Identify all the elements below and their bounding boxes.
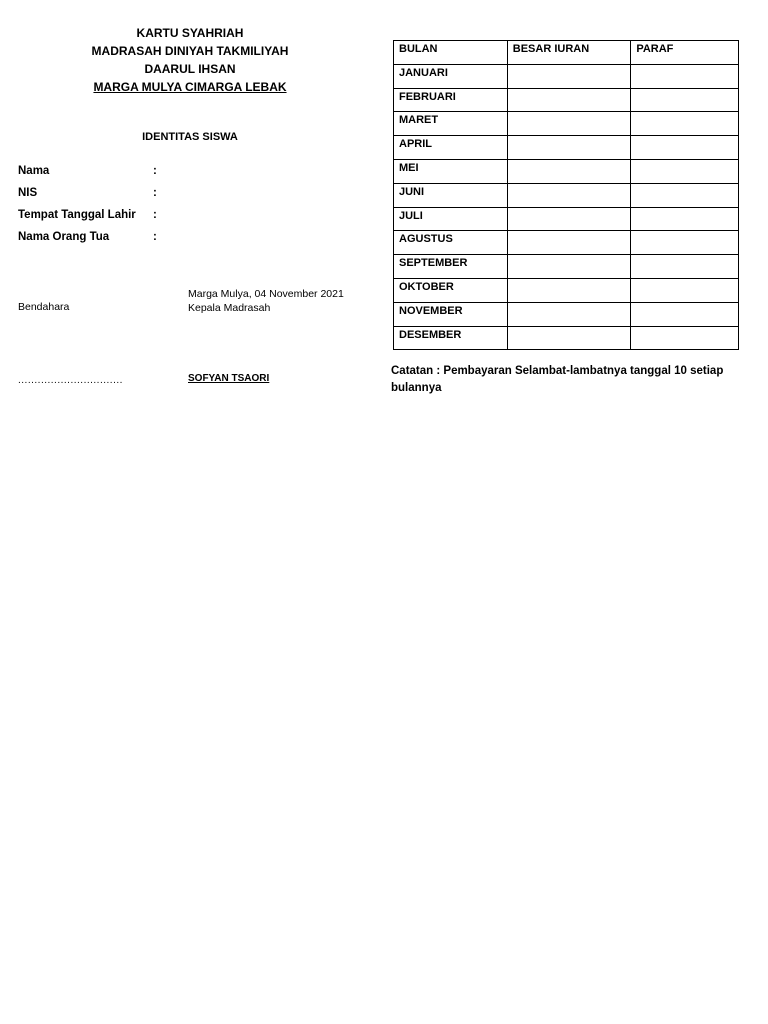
- table-row: [394, 255, 739, 279]
- month-cell: JANUARI: [394, 64, 508, 88]
- month-cell: NOVEMBER: [394, 302, 508, 326]
- signature-cell: [631, 88, 739, 112]
- field-nama: [18, 165, 157, 177]
- amount-cell: [507, 136, 631, 160]
- payment-note: Catatan : Pembayaran Selambat-lambatnya tanggal 10 setiap bulannya: [391, 365, 724, 394]
- month-cell: DESEMBER: [394, 326, 508, 350]
- table-row: [394, 326, 739, 350]
- school-name: MADRASAH DINIYAH TAKMILIYAH: [91, 44, 289, 58]
- table-header-row: [394, 41, 739, 65]
- month-cell: SEPTEMBER: [394, 255, 508, 279]
- signature-cell: [631, 183, 739, 207]
- table-row: [394, 278, 739, 302]
- signature-cell: [631, 326, 739, 350]
- amount-cell: [507, 231, 631, 255]
- head-title: Kepala Madrasah: [188, 302, 271, 314]
- head-name: SOFYAN TSAORI: [188, 373, 270, 384]
- bendahara-label: Bendahara: [18, 301, 70, 313]
- field-label: Tempat Tanggal Lahir: [18, 209, 136, 221]
- amount-cell: [507, 302, 631, 326]
- month-cell: OKTOBER: [394, 278, 508, 302]
- field-colon: :: [153, 209, 157, 221]
- amount-cell: [507, 159, 631, 183]
- field-label: Nama: [18, 165, 50, 177]
- signature-cell: [631, 159, 739, 183]
- table-row: [394, 136, 739, 160]
- column-header-bulan: BULAN: [394, 41, 508, 65]
- field-colon: :: [153, 187, 157, 199]
- field-nis: [18, 187, 157, 199]
- signature-cell: [631, 231, 739, 255]
- amount-cell: [507, 64, 631, 88]
- table-row: [394, 112, 739, 136]
- signature-cell: [631, 64, 739, 88]
- school-address: MARGA MULYA CIMARGA LEBAK: [93, 80, 287, 94]
- column-header-paraf: PARAF: [631, 41, 739, 65]
- signature-cell: [631, 112, 739, 136]
- amount-cell: [507, 183, 631, 207]
- month-cell: APRIL: [394, 136, 508, 160]
- signature-cell: [631, 278, 739, 302]
- table-row: [394, 88, 739, 112]
- card-header: [60, 24, 320, 96]
- table-row: [394, 64, 739, 88]
- table-row: [394, 183, 739, 207]
- table-row: [394, 159, 739, 183]
- column-header-besar-iuran: BESAR IURAN: [507, 41, 631, 65]
- signature-cell: [631, 207, 739, 231]
- amount-cell: [507, 88, 631, 112]
- amount-cell: [507, 112, 631, 136]
- month-cell: MEI: [394, 159, 508, 183]
- amount-cell: [507, 326, 631, 350]
- amount-cell: [507, 278, 631, 302]
- bendahara-signature-line: ................................: [18, 375, 123, 386]
- month-cell: FEBRUARI: [394, 88, 508, 112]
- month-cell: JULI: [394, 207, 508, 231]
- school-subname: DAARUL IHSAN: [144, 62, 236, 76]
- field-colon: :: [153, 165, 157, 177]
- place-date-block: [188, 287, 344, 315]
- month-cell: JUNI: [394, 183, 508, 207]
- month-cell: AGUSTUS: [394, 231, 508, 255]
- place-date: Marga Mulya, 04 November 2021: [188, 288, 344, 300]
- field-label: NIS: [18, 187, 38, 199]
- fee-table: [393, 40, 739, 350]
- signature-cell: [631, 136, 739, 160]
- table-row: [394, 302, 739, 326]
- table-row: [394, 231, 739, 255]
- amount-cell: [507, 255, 631, 279]
- amount-cell: [507, 207, 631, 231]
- table-row: [394, 207, 739, 231]
- identity-title: IDENTITAS SISWA: [142, 131, 238, 143]
- field-orang-tua: [18, 231, 157, 243]
- field-colon: :: [153, 231, 157, 243]
- card-title: KARTU SYAHRIAH: [136, 26, 244, 40]
- signature-cell: [631, 255, 739, 279]
- field-label: Nama Orang Tua: [18, 231, 110, 243]
- month-cell: MARET: [394, 112, 508, 136]
- field-ttl: [18, 209, 157, 221]
- signature-cell: [631, 302, 739, 326]
